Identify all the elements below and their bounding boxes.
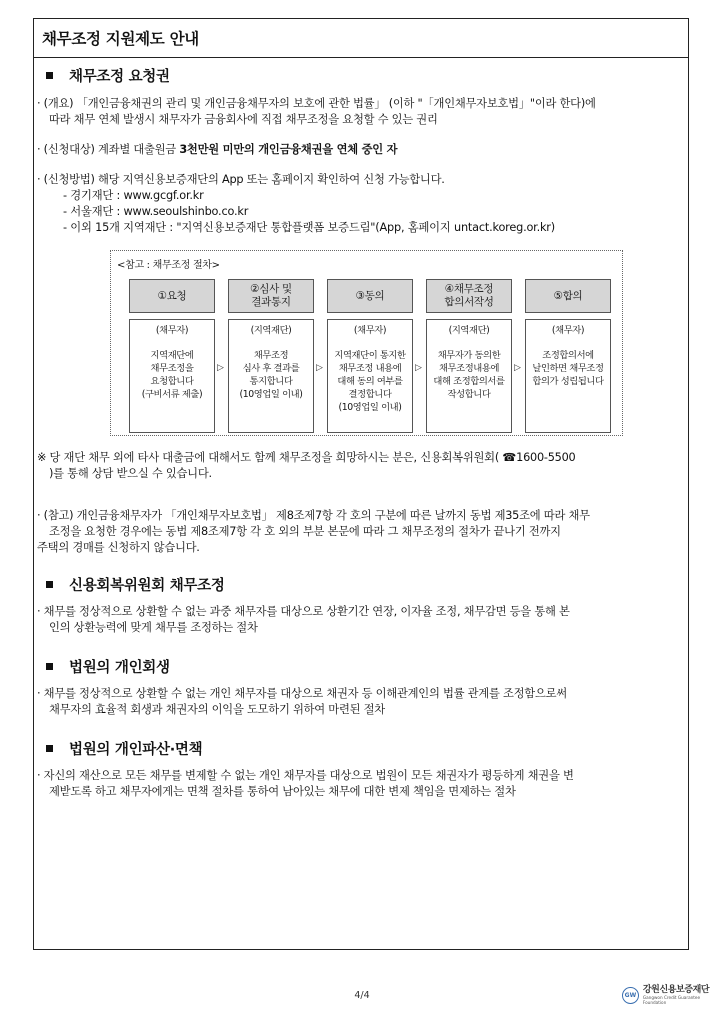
step-line: 대해 조정합의서를 [433, 376, 505, 387]
step-line: 채무조정 내용에 [338, 363, 402, 374]
foundation-name-en: Gangwon Credit Guarantee Foundation [642, 995, 701, 1005]
step-line: 지역재단이 통지한 [334, 350, 406, 361]
bankruptcy-line-1: · 자신의 재산으로 모든 채무를 변제할 수 없는 개인 채무자를 대상으로 법원이 모든 채권자가 평등하게 채권을 변 [37, 769, 574, 782]
step-line: (구비서류 제출) [141, 389, 203, 400]
step-line: 작성합니다 [447, 389, 491, 400]
step-line: 채무조정을 [150, 363, 194, 374]
reference-note-line-3: 주택의 경매를 신청하지 않습니다. [37, 541, 200, 554]
step-actor: (채무자) [155, 325, 189, 336]
square-bullet-icon [46, 745, 53, 752]
section-heading-text: 채무조정 요청권 [69, 69, 170, 85]
step-head: ④채무조정 합의서작성 [426, 279, 512, 313]
foundation-logo-icon: GW [622, 987, 639, 1004]
step-agreement [525, 279, 611, 433]
step-body [228, 319, 314, 433]
step-actor: (지역재단) [448, 325, 490, 336]
section-heading-credit-committee [37, 574, 682, 595]
step-actor: (지역재단) [250, 325, 292, 336]
arrow-icon: ▷ [514, 363, 521, 373]
step-line: 합의가 성립됩니다 [532, 376, 604, 387]
section-heading-rehabilitation [37, 656, 682, 677]
step-body [426, 319, 512, 433]
arrow-icon: ▷ [316, 363, 323, 373]
credit-committee-line-2: 인의 상환능력에 맞게 채무를 조정하는 절차 [49, 621, 258, 634]
bankruptcy-line-2: 제받도록 하고 채무자에게는 면책 절차를 통하여 남아있는 채무에 대한 변제 책임을 면제하는 절차 [49, 785, 516, 798]
step-line: (10영업일 이내) [338, 402, 402, 413]
section-heading-text: 신용회복위원회 채무조정 [69, 578, 225, 594]
step-line: 심사 후 결과를 [242, 363, 300, 374]
step-head: ①요청 [129, 279, 215, 313]
step-review [228, 279, 314, 433]
step-agreement-drafting [426, 279, 512, 433]
step-line: 조정합의서에 [542, 350, 594, 361]
reference-procedure-box [110, 250, 623, 436]
reference-note-line-2: 조정을 요청한 경우에는 동법 제8조제7항 각 호 외의 부분 본문에 따라 그 채무조정의 절차가 끝나기 전까지 [49, 525, 561, 538]
step-head: ⑤합의 [525, 279, 611, 313]
arrow-icon: ▷ [415, 363, 422, 373]
step-line: 날인하면 채무조정 [532, 363, 604, 374]
step-line: 채무조정 [253, 350, 289, 361]
section-heading-bankruptcy [37, 738, 682, 759]
overview-line-2: 따라 채무 연체 발생시 채무자가 금융회사에 직접 채무조정을 요청할 수 있는 권리 [49, 113, 438, 126]
step-body [327, 319, 413, 433]
foundation-name: 강원신용보증재단 [642, 985, 710, 995]
step-line: 요청합니다 [150, 376, 194, 387]
step-line: 지역재단에 [150, 350, 194, 361]
target-prefix: · (신청대상) 계좌별 대출원금 [37, 143, 180, 156]
reference-note-line-1: · (참고) 개인금융채무자가 「개인채무자보호법」 제8조제7항 각 호의 구분에 따른 날까지 동법 제35조에 따라 채무 [37, 509, 590, 522]
step-line: 채무자가 동의한 [437, 350, 501, 361]
step-line: (10영업일 이내) [239, 389, 303, 400]
document-content [34, 57, 688, 800]
target-bold: 3천만원 미만의 개인금융채권을 연체 중인 자 [179, 143, 398, 156]
step-actor: (채무자) [353, 325, 387, 336]
section-heading-request-right [37, 65, 682, 86]
overview-line-1: · (개요) 「개인금융채권의 관리 및 개인금융채무자의 보호에 관한 법률」 (이하 "「개인채무자보호법」"이라 한다)에 [37, 97, 596, 110]
rehabilitation-line-2: 채무자의 효율적 회생과 채권자의 이익을 도모하기 위하여 마련된 절차 [49, 703, 385, 716]
step-line: 채무조정내용에 [438, 363, 500, 374]
step-line: 결정합니다 [348, 389, 392, 400]
step-line: 대해 동의 여부를 [337, 376, 403, 387]
section-heading-text: 법원의 개인회생 [69, 660, 170, 676]
method-sub-gyeonggi: - 경기재단 : www.gcgf.or.kr [63, 189, 204, 202]
step-actor: (채무자) [551, 325, 585, 336]
note-line-1: ※ 당 재단 채무 외에 타사 대출금에 대해서도 함께 채무조정을 희망하시는 분은, 신용회복위원회( ☎1600-5500 [37, 451, 576, 464]
method-sub-others: - 이외 15개 지역재단 : "지역신용보증재단 통합플랫폼 보증드림"(App, 홈페이지 untact.koreg.or.kr) [63, 221, 555, 234]
page-title: 채무조정 지원제도 안내 [34, 19, 688, 58]
foundation-logo-text [643, 985, 724, 1005]
square-bullet-icon [46, 581, 53, 588]
reference-box-wrapper [37, 236, 682, 450]
arrow-icon: ▷ [217, 363, 224, 373]
step-consent [327, 279, 413, 433]
credit-committee-line-1: · 채무를 정상적으로 상환할 수 없는 과중 채무자를 대상으로 상환기간 연장, 이자율 조정, 채무감면 등을 통해 본 [37, 605, 570, 618]
step-head: ②심사 및 결과통지 [228, 279, 314, 313]
note-line-2: )를 통해 상담 받으실 수 있습니다. [49, 467, 212, 480]
reference-title: <참고 : 채무조정 절차> [117, 260, 220, 271]
section-heading-text: 법원의 개인파산·면책 [69, 742, 203, 758]
target-line [37, 142, 682, 158]
square-bullet-icon [46, 72, 53, 79]
foundation-logo [622, 985, 724, 1005]
method-line: · (신청방법) 해당 지역신용보증재단의 App 또는 홈페이지 확인하여 신청 가능합니다. [37, 173, 445, 186]
page-number: 4/4 [354, 990, 370, 1001]
step-line: 통지합니다 [249, 376, 293, 387]
rehabilitation-line-1: · 채무를 정상적으로 상환할 수 없는 개인 채무자를 대상으로 채권자 등 이해관계인의 법률 관계를 조정함으로써 [37, 687, 567, 700]
step-head: ③동의 [327, 279, 413, 313]
step-body [525, 319, 611, 433]
document-frame [33, 18, 689, 950]
step-request [129, 279, 215, 433]
square-bullet-icon [46, 663, 53, 670]
step-body [129, 319, 215, 433]
method-sub-seoul: - 서울재단 : www.seoulshinbo.co.kr [63, 205, 249, 218]
